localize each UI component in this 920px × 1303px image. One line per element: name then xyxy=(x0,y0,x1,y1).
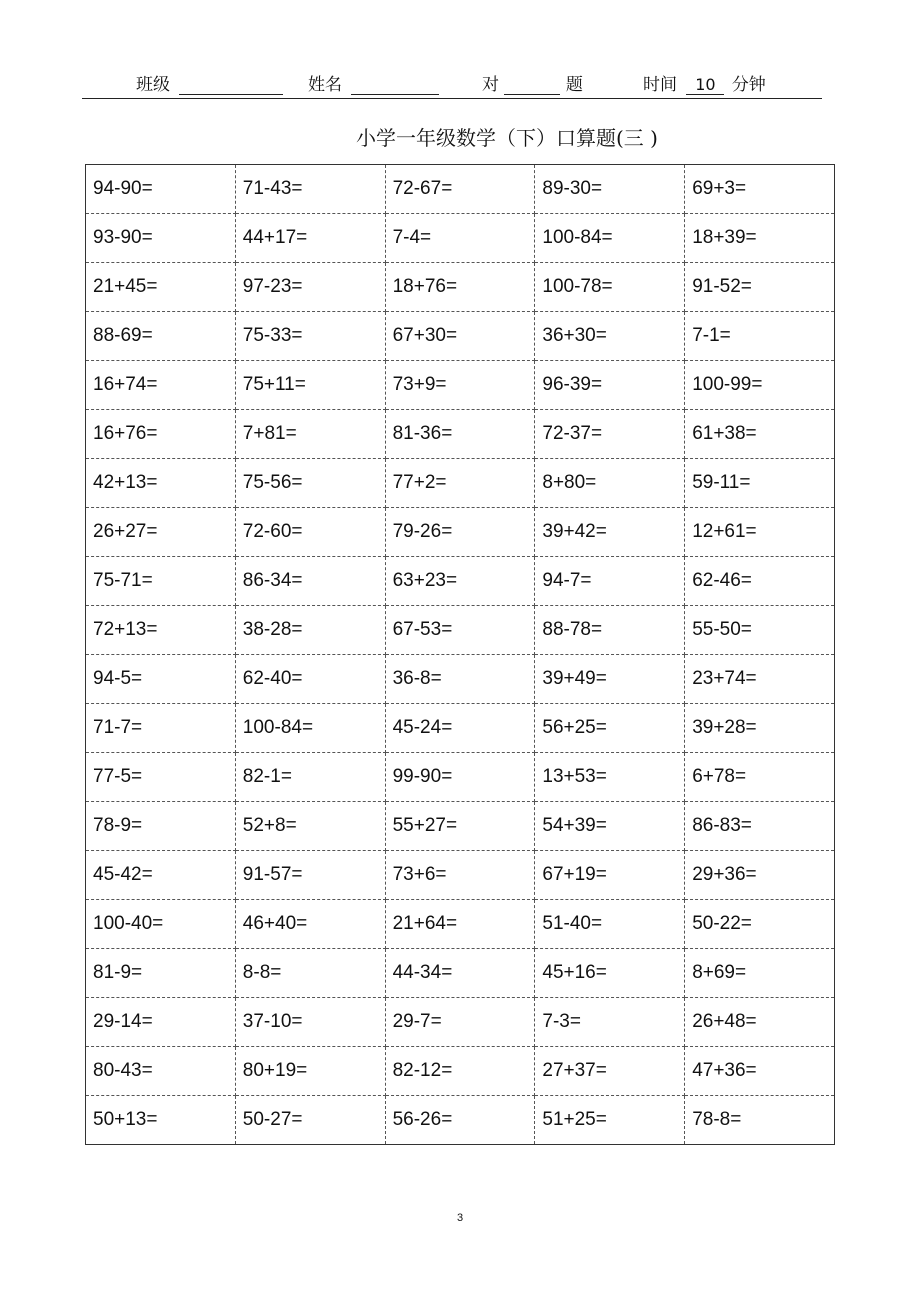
problem-cell: 79-26= xyxy=(385,508,535,557)
problem-cell: 86-83= xyxy=(685,802,835,851)
problem-cell: 91-57= xyxy=(235,851,385,900)
problem-cell: 100-40= xyxy=(86,900,236,949)
problem-cell: 45-42= xyxy=(86,851,236,900)
problem-cell: 50+13= xyxy=(86,1096,236,1145)
problem-row xyxy=(86,165,835,214)
problem-cell: 72+13= xyxy=(86,606,236,655)
problem-cell: 100-84= xyxy=(535,214,685,263)
problem-cell: 71-7= xyxy=(86,704,236,753)
problem-cell: 16+74= xyxy=(86,361,236,410)
problem-row xyxy=(86,1096,835,1145)
problem-cell: 46+40= xyxy=(235,900,385,949)
problem-cell: 97-23= xyxy=(235,263,385,312)
correct-unit: 题 xyxy=(565,75,583,95)
problem-cell: 82-1= xyxy=(235,753,385,802)
problem-cell: 39+28= xyxy=(685,704,835,753)
problem-cell: 100-99= xyxy=(685,361,835,410)
problem-cell: 7+81= xyxy=(235,410,385,459)
problem-cell: 18+39= xyxy=(685,214,835,263)
problem-cell: 29-7= xyxy=(385,998,535,1047)
problem-cell: 81-36= xyxy=(385,410,535,459)
problem-cell: 72-60= xyxy=(235,508,385,557)
problem-cell: 81-9= xyxy=(86,949,236,998)
problem-cell: 44-34= xyxy=(385,949,535,998)
problem-row xyxy=(86,998,835,1047)
problem-cell: 42+13= xyxy=(86,459,236,508)
worksheet-title: 小学一年级数学（下）口算题(三 ) xyxy=(356,126,658,150)
problem-cell: 82-12= xyxy=(385,1047,535,1096)
problem-cell: 55-50= xyxy=(685,606,835,655)
problem-cell: 27+37= xyxy=(535,1047,685,1096)
problem-cell: 61+38= xyxy=(685,410,835,459)
problem-cell: 51-40= xyxy=(535,900,685,949)
problem-cell: 7-4= xyxy=(385,214,535,263)
name-field xyxy=(308,70,439,95)
problem-cell: 36+30= xyxy=(535,312,685,361)
problem-cell: 26+48= xyxy=(685,998,835,1047)
class-blank[interactable] xyxy=(179,76,283,95)
problem-cell: 94-90= xyxy=(86,165,236,214)
problem-cell: 67+30= xyxy=(385,312,535,361)
problem-cell: 93-90= xyxy=(86,214,236,263)
problem-cell: 100-78= xyxy=(535,263,685,312)
problem-row xyxy=(86,557,835,606)
problem-cell: 59-11= xyxy=(685,459,835,508)
problem-cell: 78-9= xyxy=(86,802,236,851)
problem-row xyxy=(86,1047,835,1096)
problem-cell: 67+19= xyxy=(535,851,685,900)
problem-row xyxy=(86,851,835,900)
problem-cell: 36-8= xyxy=(385,655,535,704)
problem-cell: 55+27= xyxy=(385,802,535,851)
problem-cell: 44+17= xyxy=(235,214,385,263)
problem-cell: 72-67= xyxy=(385,165,535,214)
problem-row xyxy=(86,802,835,851)
problem-cell: 73+6= xyxy=(385,851,535,900)
problem-cell: 50-22= xyxy=(685,900,835,949)
problem-cell: 39+49= xyxy=(535,655,685,704)
problem-row xyxy=(86,410,835,459)
problem-cell: 38-28= xyxy=(235,606,385,655)
problem-cell: 21+64= xyxy=(385,900,535,949)
problem-cell: 71-43= xyxy=(235,165,385,214)
problem-cell: 7-1= xyxy=(685,312,835,361)
problem-row xyxy=(86,508,835,557)
problem-cell: 26+27= xyxy=(86,508,236,557)
problem-cell: 21+45= xyxy=(86,263,236,312)
problem-cell: 88-78= xyxy=(535,606,685,655)
problem-cell: 62-40= xyxy=(235,655,385,704)
worksheet-header xyxy=(82,66,822,99)
problem-cell: 13+53= xyxy=(535,753,685,802)
page-number: 3 xyxy=(456,1212,464,1224)
time-label: 时间 xyxy=(643,75,677,95)
problem-row xyxy=(86,949,835,998)
problem-cell: 39+42= xyxy=(535,508,685,557)
problem-cell: 29+36= xyxy=(685,851,835,900)
problem-cell: 100-84= xyxy=(235,704,385,753)
problem-cell: 78-8= xyxy=(685,1096,835,1145)
problem-row xyxy=(86,704,835,753)
problem-cell: 80+19= xyxy=(235,1047,385,1096)
problem-cell: 91-52= xyxy=(685,263,835,312)
problem-cell: 80-43= xyxy=(86,1047,236,1096)
problem-row xyxy=(86,655,835,704)
problem-cell: 86-34= xyxy=(235,557,385,606)
problem-cell: 88-69= xyxy=(86,312,236,361)
name-blank[interactable] xyxy=(351,76,439,95)
problem-cell: 75-33= xyxy=(235,312,385,361)
problem-cell: 52+8= xyxy=(235,802,385,851)
problem-cell: 96-39= xyxy=(535,361,685,410)
correct-blank[interactable] xyxy=(504,76,560,95)
time-unit: 分钟 xyxy=(731,75,766,95)
problem-grid-body xyxy=(86,165,835,1145)
problem-row xyxy=(86,214,835,263)
problem-cell: 62-46= xyxy=(685,557,835,606)
correct-label: 对 xyxy=(482,75,499,95)
problem-row xyxy=(86,900,835,949)
problem-cell: 51+25= xyxy=(535,1096,685,1145)
problem-cell: 99-90= xyxy=(385,753,535,802)
problem-cell: 63+23= xyxy=(385,557,535,606)
problem-cell: 75+11= xyxy=(235,361,385,410)
problem-cell: 94-5= xyxy=(86,655,236,704)
time-field xyxy=(643,70,766,95)
problem-cell: 50-27= xyxy=(235,1096,385,1145)
problem-cell: 8-8= xyxy=(235,949,385,998)
problem-row xyxy=(86,361,835,410)
problem-cell: 8+80= xyxy=(535,459,685,508)
problem-cell: 54+39= xyxy=(535,802,685,851)
problem-cell: 7-3= xyxy=(535,998,685,1047)
problem-cell: 75-56= xyxy=(235,459,385,508)
problem-cell: 37-10= xyxy=(235,998,385,1047)
problem-cell: 16+76= xyxy=(86,410,236,459)
problem-cell: 56+25= xyxy=(535,704,685,753)
problem-row xyxy=(86,459,835,508)
class-label: 班级 xyxy=(136,75,170,95)
problem-row xyxy=(86,312,835,361)
problem-cell: 77+2= xyxy=(385,459,535,508)
time-value: 10 xyxy=(686,76,724,95)
problem-cell: 77-5= xyxy=(86,753,236,802)
problem-cell: 45+16= xyxy=(535,949,685,998)
problem-cell: 47+36= xyxy=(685,1047,835,1096)
problem-cell: 18+76= xyxy=(385,263,535,312)
name-label: 姓名 xyxy=(308,75,342,95)
problem-cell: 69+3= xyxy=(685,165,835,214)
problem-row xyxy=(86,606,835,655)
problem-cell: 6+78= xyxy=(685,753,835,802)
problem-cell: 67-53= xyxy=(385,606,535,655)
problem-cell: 73+9= xyxy=(385,361,535,410)
problem-row xyxy=(86,753,835,802)
problem-cell: 8+69= xyxy=(685,949,835,998)
correct-field xyxy=(482,70,583,95)
problem-cell: 89-30= xyxy=(535,165,685,214)
problem-cell: 45-24= xyxy=(385,704,535,753)
problem-cell: 94-7= xyxy=(535,557,685,606)
problem-cell: 56-26= xyxy=(385,1096,535,1145)
problem-grid xyxy=(85,164,835,1145)
problem-cell: 12+61= xyxy=(685,508,835,557)
problem-cell: 23+74= xyxy=(685,655,835,704)
problem-cell: 75-71= xyxy=(86,557,236,606)
problem-cell: 29-14= xyxy=(86,998,236,1047)
problem-cell: 72-37= xyxy=(535,410,685,459)
problem-row xyxy=(86,263,835,312)
class-field xyxy=(136,70,283,95)
